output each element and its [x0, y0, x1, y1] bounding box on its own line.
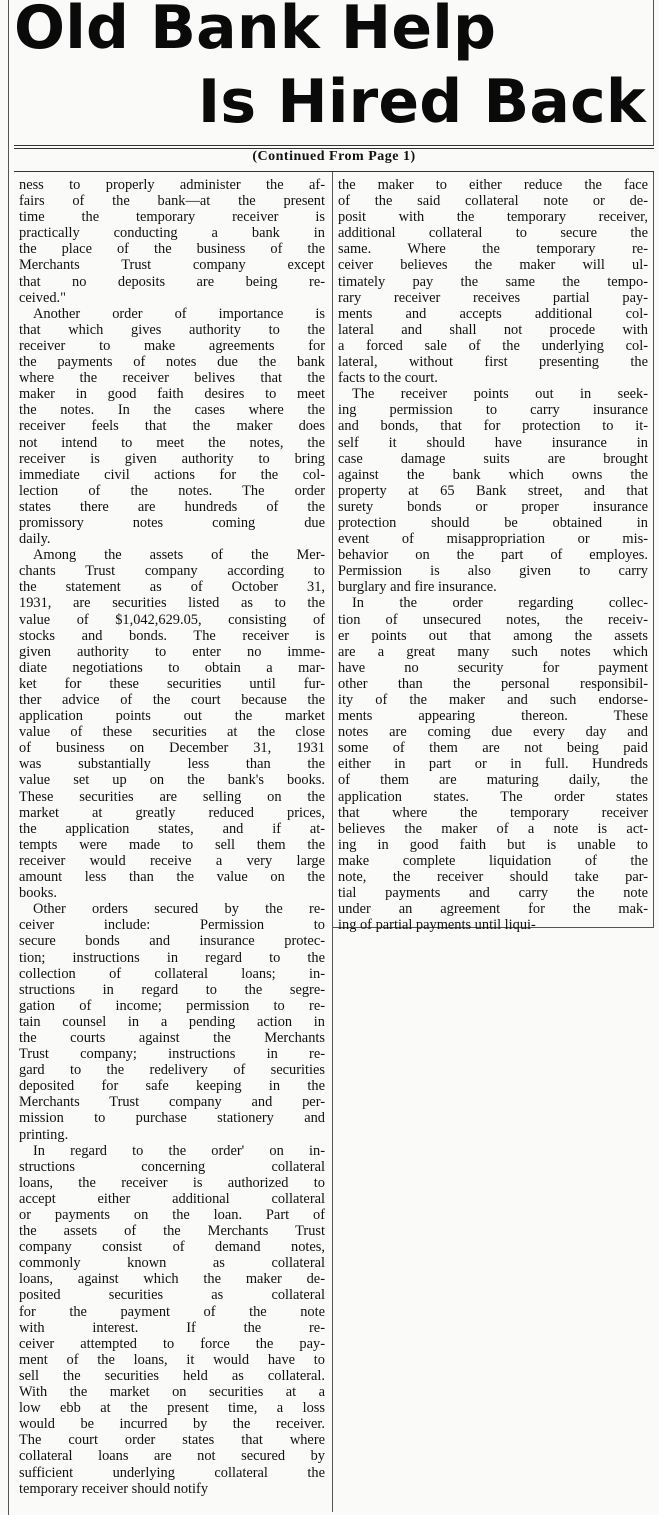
text-line: value of $1,042,629.05, consisting of [19, 611, 325, 628]
text-line: lection of the notes. The order [19, 482, 325, 499]
text-line: the application states, and if at- [19, 820, 325, 837]
paragraph [338, 386, 648, 595]
text-line: company consist of demand notes, [19, 1239, 325, 1256]
text-line: and bonds, that for protection to it- [338, 418, 648, 435]
text-line: ceived." [19, 289, 67, 306]
text-line: notes are coming due every day and [338, 724, 648, 741]
article-column-2 [338, 177, 648, 933]
text-line: structions in regard to the segre- [19, 981, 325, 998]
text-line: against the bank which owns the [338, 466, 648, 483]
text-line: 1931, are securities listed as to the [19, 595, 325, 612]
text-line: sell the securities held as collateral. [19, 1367, 325, 1384]
text-line: protection should be obtained in [338, 514, 648, 531]
paragraph [19, 547, 325, 901]
body-rule-top [14, 171, 654, 172]
text-line: or payments on the loan. Part of [19, 1207, 325, 1223]
text-line: for the payment of the note [19, 1303, 325, 1320]
text-line: Other orders secured by the re- [33, 901, 325, 918]
text-line: the assets of the Merchants Trust [19, 1223, 325, 1240]
text-line: ceiver include: Permission to [19, 917, 325, 934]
left-border [8, 0, 9, 1515]
text-line: believes the maker of a note is act- [338, 820, 648, 837]
text-line: market at greatly reduced prices, [19, 804, 325, 821]
article-column-1 [19, 177, 325, 1497]
paragraph [19, 306, 325, 547]
text-line: posited securities as collateral [19, 1287, 325, 1304]
text-line: that no deposits are being re- [19, 273, 325, 290]
paragraph [19, 901, 325, 1142]
text-line: Among the assets of the Mer- [33, 547, 325, 564]
text-line: make complete liquidation of the [338, 852, 648, 869]
text-line: fairs of the bank—at the present [19, 193, 325, 210]
text-line: ment of the loans, it would have to [19, 1351, 325, 1368]
text-line: value of these securities at the close [19, 724, 325, 741]
column-separator [332, 172, 333, 1512]
text-line: some of them are not being paid [338, 740, 648, 757]
text-line: Permission is also given to carry [338, 563, 648, 580]
text-line: would be incurred by the receiver. [19, 1416, 325, 1433]
text-line: low ebb at the present time, a loss [19, 1400, 325, 1417]
text-line: burglary and fire insurance. [338, 579, 497, 596]
text-line: are a great many such notes which [338, 643, 648, 660]
text-line: Another order of importance is [33, 305, 325, 322]
column-2-right-border [653, 172, 654, 928]
text-line: er points out that among the assets [338, 627, 648, 644]
text-line: rary receiver receives partial pay- [338, 289, 648, 306]
text-line: immediate civil actions for the col- [19, 466, 325, 483]
text-line: that which gives authority to the [19, 321, 325, 338]
text-line: application points out the market [19, 708, 325, 725]
text-line: not intend to meet the notes, the [19, 434, 325, 451]
text-line: that where the temporary receiver [338, 804, 648, 821]
text-line: structions concerning collateral [19, 1158, 325, 1175]
text-line: gation of income; permission to re- [19, 997, 325, 1014]
text-line: ness to properly administer the af- [19, 177, 325, 193]
text-line: under an agreement for the mak- [338, 901, 648, 918]
text-line: of business on December 31, 1931 [19, 740, 325, 757]
text-line: tain counsel in a pending action in [19, 1013, 325, 1030]
text-line: collection of collateral loans; in- [19, 965, 325, 982]
text-line: amount less than the value on the [19, 869, 325, 886]
text-line: ceiver believes the maker will ul- [338, 257, 648, 274]
text-line: behavior on the part of employes. [338, 547, 648, 564]
text-line: given authority to enter no imme- [19, 643, 325, 660]
text-line: same. Where the temporary re- [338, 241, 648, 258]
text-line: chants Trust company according to [19, 563, 325, 580]
text-line: daily. [19, 531, 51, 548]
text-line: tion of unsecured notes, the receiv- [338, 611, 648, 628]
text-line: ther advice of the court because the [19, 692, 325, 708]
text-line: loans, against which the maker de- [19, 1271, 325, 1288]
text-line: a forced sale of the underlying col- [338, 337, 648, 354]
text-line: loans, the receiver is authorized to [19, 1174, 325, 1191]
text-line: temporary receiver should notify [19, 1480, 209, 1497]
paragraph [338, 177, 648, 386]
text-line: where the receiver belives that the [19, 370, 325, 387]
text-line: receiver is given authority to bring [19, 450, 325, 467]
text-line: collateral loans are not secured by [19, 1448, 325, 1465]
text-line: event of misappropriation or mis- [338, 531, 648, 548]
text-line: ing in good faith but is unable to [338, 836, 648, 853]
text-line: promissory notes coming due [19, 514, 325, 531]
text-line: books. [19, 885, 57, 902]
text-line: printing. [19, 1126, 69, 1143]
text-line: The receiver points out in seek- [352, 386, 648, 403]
text-line: facts to the court. [338, 370, 438, 387]
text-line: secure bonds and insurance protec- [19, 933, 325, 950]
text-line: application states. The order states [338, 788, 648, 805]
text-line: states there are hundreds of the [19, 498, 325, 515]
text-line: property at 65 Bank street, and that [338, 482, 648, 499]
text-line: ket for these securities until fur- [19, 675, 325, 692]
text-line: time the temporary receiver is [19, 209, 325, 226]
text-line: stocks and bonds. The receiver is [19, 627, 325, 644]
text-line: diate negotiations to obtain a mar- [19, 659, 325, 676]
text-line: the payments of notes due the bank [19, 354, 325, 371]
text-line: receiver would receive a very large [19, 852, 325, 869]
text-line: receiver feels that the maker does [19, 418, 325, 435]
text-line: Merchants Trust company except [19, 257, 325, 274]
headline-line-2: Is Hired Back [197, 67, 646, 137]
text-line: self it should have insurance in [338, 434, 648, 451]
text-line: of them are maturing daily, the [338, 772, 648, 789]
text-line: the notes. In the cases where the [19, 402, 325, 419]
text-line: other than the personal responsibil- [338, 675, 648, 692]
text-line: commonly known as collateral [19, 1255, 325, 1272]
text-line: with interest. If the re- [19, 1319, 325, 1336]
text-line: ity of the maker and such endorse- [338, 692, 648, 708]
text-line: posit with the temporary receiver, [338, 209, 648, 226]
text-line: receiver to make agreements for [19, 337, 325, 354]
text-line: accept either additional collateral [19, 1190, 325, 1207]
text-line: In regard to the order' on in- [33, 1142, 325, 1159]
text-line: ments and accepts additional col- [338, 305, 648, 322]
text-line: These securities are selling on the [19, 788, 325, 805]
continued-from-label: (Continued From Page 1) [252, 149, 416, 164]
text-line: In the order regarding collec- [352, 595, 648, 612]
text-line: Trust company; instructions in re- [19, 1046, 325, 1063]
paragraph [19, 1143, 325, 1497]
text-line: the place of the business of the [19, 241, 325, 258]
text-line: sufficient underlying collateral the [19, 1464, 325, 1481]
text-line: deposited for safe keeping in the [19, 1078, 325, 1095]
headline-line-1: Old Bank Help [14, 0, 497, 63]
text-line: additional collateral to secure the [338, 225, 648, 242]
text-line: the maker to either reduce the face [338, 177, 648, 193]
text-line: lateral, without first presenting the [338, 354, 648, 371]
text-line: gard to the redelivery of securities [19, 1062, 325, 1079]
text-line: tempts were made to sell them the [19, 836, 325, 853]
text-line: maker in good faith desires to meet [19, 386, 325, 403]
text-line: tial payments and carry the note [338, 885, 648, 902]
text-line: tion; instructions in regard to the [19, 949, 325, 966]
text-line: ing of partial payments until liqui- [338, 917, 536, 934]
text-line: have no security for payment [338, 659, 648, 676]
text-line: ceiver attempted to force the pay- [19, 1335, 325, 1352]
text-line: timately pay the same the tempo- [338, 273, 648, 290]
text-line: note, the receiver should take par- [338, 869, 648, 886]
text-line: The court order states that where [19, 1432, 325, 1449]
text-line: ments appearing thereon. These [338, 708, 648, 725]
text-line: case damage suits are brought [338, 450, 648, 467]
text-line: practically conducting a bank in [19, 225, 325, 242]
text-line: the statement as of October 31, [19, 579, 325, 596]
text-line: of the said collateral note or de- [338, 193, 648, 210]
text-line: With the market on securities at a [19, 1384, 325, 1401]
text-line: Merchants Trust company and per- [19, 1094, 325, 1111]
headline-rule-top [14, 145, 654, 146]
text-line: value set up on the bank's books. [19, 772, 325, 789]
paragraph [19, 177, 325, 306]
text-line: ing permission to carry insurance [338, 402, 648, 419]
text-line: lateral and shall not procede with [338, 321, 648, 338]
text-line: surety bonds or proper insurance [338, 498, 648, 515]
text-line: was substantially less than the [19, 756, 325, 773]
text-line: either in part or in full. Hundreds [338, 756, 648, 773]
text-line: the courts against the Merchants [19, 1029, 325, 1046]
paragraph [338, 595, 648, 933]
text-line: mission to purchase stationery and [19, 1110, 325, 1127]
